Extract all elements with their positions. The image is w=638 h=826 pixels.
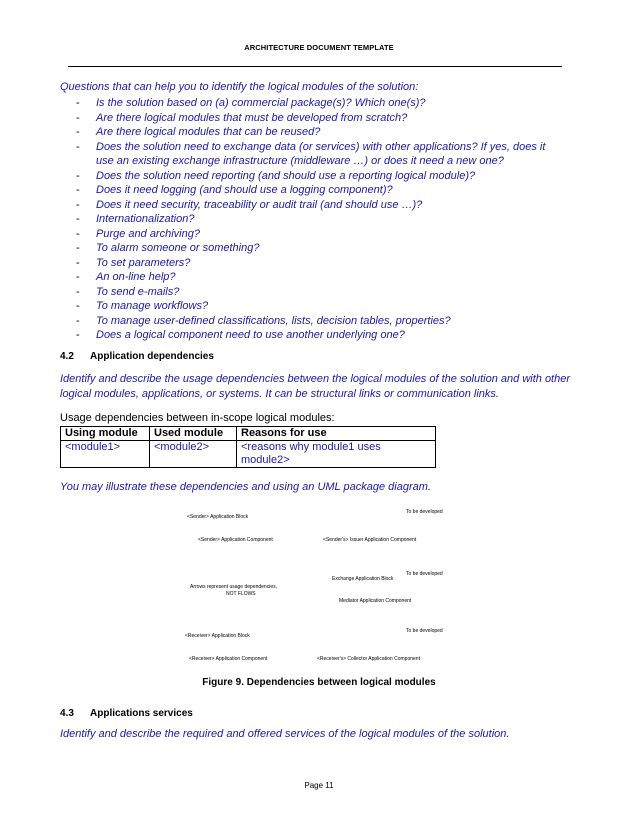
exchange-block-label: Exchange Application Block bbox=[332, 576, 394, 582]
dependencies-table bbox=[60, 426, 436, 468]
list-item: - Purge and archiving? bbox=[76, 227, 200, 240]
receiver-collector-label: <Receiver's> Collector Application Component bbox=[317, 656, 420, 662]
list-item: - Does the solution need to exchange data (or services) with other applications? If yes, does it use an existing exchange infrastructure (middleware …) or does it need a new one? bbox=[76, 140, 546, 167]
table-cell: <module2> bbox=[150, 441, 237, 468]
header-divider bbox=[68, 66, 562, 67]
table-header-row bbox=[61, 427, 436, 441]
to-be-developed-label: To be developed bbox=[406, 571, 443, 577]
column-header: Using module bbox=[61, 427, 150, 441]
column-header: Used module bbox=[150, 427, 237, 441]
arrows-note-line-1: Arrows represent usage dependencies, bbox=[190, 584, 277, 590]
list-item: - Internationalization? bbox=[76, 213, 195, 225]
figure-caption: Figure 9. Dependencies between logical modules bbox=[202, 677, 436, 688]
table-cell: <module1> bbox=[61, 441, 150, 468]
sender-component-label: <Sender> Application Component bbox=[198, 537, 273, 543]
receiver-component-label: <Receiver> Application Component bbox=[189, 656, 268, 662]
column-header: Reasons for use bbox=[237, 427, 436, 441]
mediator-component-label: Mediator Application Component bbox=[339, 598, 412, 604]
services-description: Identify and describe the required and offered services of the logical modules of the solution. bbox=[60, 728, 510, 740]
section-heading-4-2 bbox=[60, 351, 214, 362]
to-be-developed-label: To be developed bbox=[406, 628, 443, 634]
list-item: - An on-line help? bbox=[76, 271, 176, 283]
to-be-developed-label: To be developed bbox=[406, 509, 443, 515]
list-item: - To manage user-defined classifications, lists, decision tables, properties? bbox=[76, 314, 451, 327]
list-item: - To alarm someone or something? bbox=[76, 242, 260, 254]
section-title: Application dependencies bbox=[90, 351, 214, 362]
arrows-note-line-2: NOT FLOWS bbox=[226, 591, 256, 597]
document-header-title: ARCHITECTURE DOCUMENT TEMPLATE bbox=[244, 43, 394, 52]
list-item: - Are there logical modules that can be reused? bbox=[76, 126, 321, 138]
list-item: - Does it need logging (and should use a logging component)? bbox=[76, 184, 393, 196]
page-number: Page 11 bbox=[304, 781, 334, 790]
table-caption: Usage dependencies between in-scope logical modules: bbox=[60, 412, 335, 424]
list-item: - To set parameters? bbox=[76, 256, 191, 269]
list-item: - Does it need security, traceability or audit trail (and should use …)? bbox=[76, 198, 423, 211]
section-number: 4.2 bbox=[60, 351, 74, 362]
section-title: Applications services bbox=[90, 708, 193, 719]
questions-intro: Questions that can help you to identify the logical modules of the solution: bbox=[60, 81, 419, 93]
list-item: - Does a logical component need to use another underlying one? bbox=[76, 329, 405, 341]
table-row bbox=[61, 441, 436, 468]
dependencies-description: Identify and describe the usage dependencies between the logical modules of the solution and with other logical modules, applications, or systems. It can be structural links or communication links. bbox=[60, 373, 571, 400]
section-number: 4.3 bbox=[60, 708, 74, 719]
sender-issuer-label: <Sender's> Issuer Application Component bbox=[323, 537, 417, 543]
list-item: - Is the solution based on (a) commercial package(s)? Which one(s)? bbox=[76, 97, 426, 109]
list-item: - To send e-mails? bbox=[76, 285, 180, 298]
questions-list bbox=[60, 96, 566, 343]
list-item: - Does the solution need reporting (and should use a reporting logical module)? bbox=[76, 169, 476, 182]
receiver-block-label: <Receiver> Application Block bbox=[185, 633, 250, 639]
list-item: - Are there logical modules that must be developed from scratch? bbox=[76, 111, 408, 124]
table-cell: <reasons why module1 uses module2> bbox=[237, 441, 436, 468]
sender-block-label: <Sender> Application Block bbox=[187, 514, 249, 520]
illustrate-note: You may illustrate these dependencies and using an UML package diagram. bbox=[60, 481, 431, 493]
section-heading-4-3 bbox=[60, 708, 193, 719]
list-item: - To manage workflows? bbox=[76, 300, 209, 312]
